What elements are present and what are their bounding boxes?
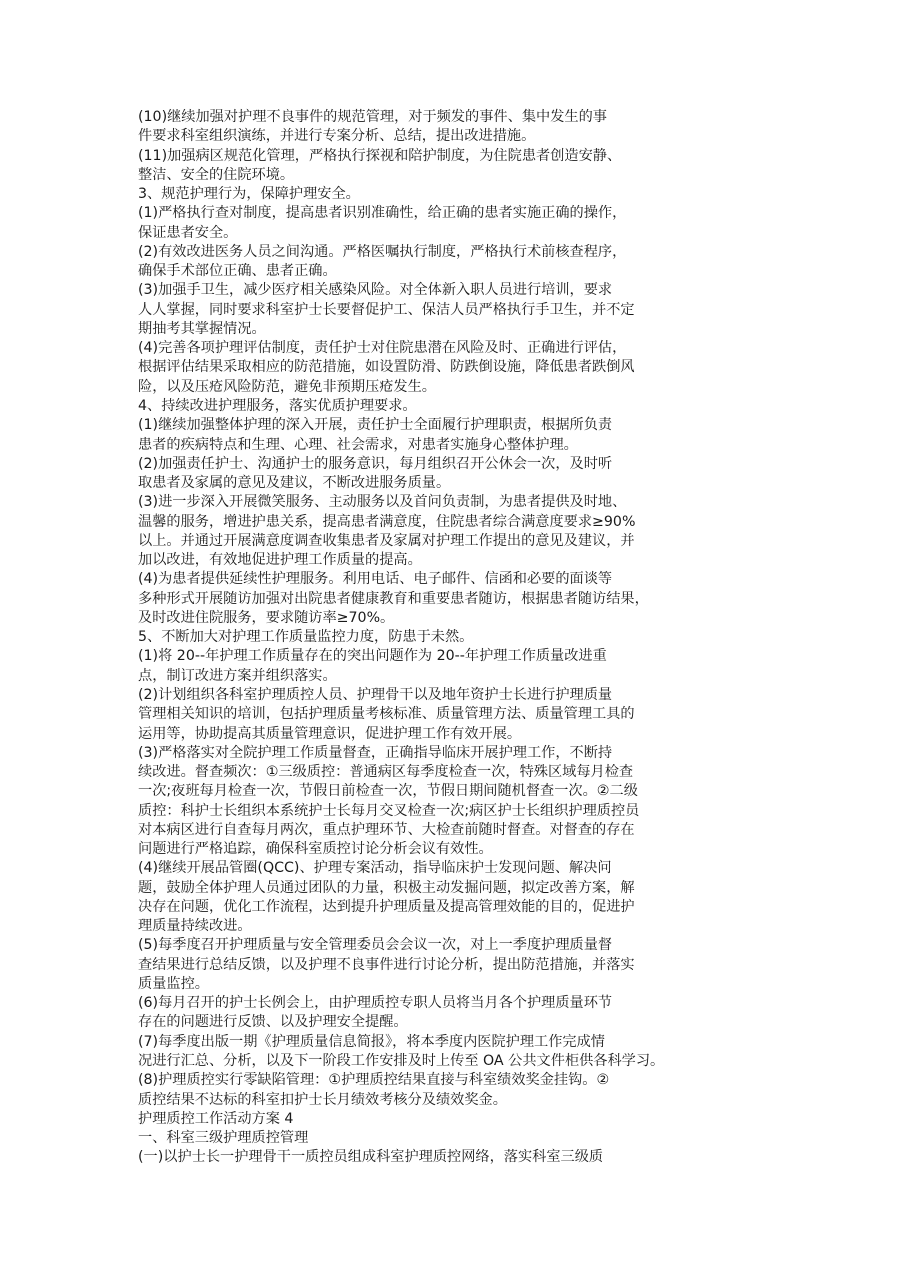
text-line: 及时改进住院服务，要求随访率≥70%。 bbox=[138, 609, 395, 626]
text-line: 质控：科护士长组织本系统护士长每月交叉检查一次;病区护士长组织护理质控员 bbox=[138, 802, 640, 819]
text-line: 4、持续改进护理服务，落实优质护理要求。 bbox=[138, 397, 417, 414]
text-line: 件要求科室组织演练，并进行专案分析、总结，提出改进措施。 bbox=[138, 128, 536, 145]
text-line: 取患者及家属的意见及建议，不断改进服务质量。 bbox=[138, 475, 451, 492]
text-line: (1)严格执行查对制度，提高患者识别准确性，给正确的患者实施正确的操作， bbox=[138, 205, 627, 222]
text-line: (10)继续加强对护理不良事件的规范管理，对于频发的事件、集中发生的事 bbox=[138, 109, 607, 125]
text-line: (7)每季度出版一期《护理质量信息简报》，将本季度内医院护理工作完成情 bbox=[138, 1033, 605, 1050]
text-line: 运用等，协助提高其质量管理意识，促进护理工作有效开展。 bbox=[138, 725, 522, 742]
text-line: 一、科室三级护理质控管理 bbox=[138, 1130, 309, 1147]
text-line: (4)为患者提供延续性护理服务。利用电话、电子邮件、信函和必要的面谈等 bbox=[138, 571, 613, 588]
text-line: (8)护理质控实行零缺陷管理：①护理质控结果直接与科室绩效奖金挂钩。② bbox=[138, 1072, 610, 1089]
text-line: (4)继续开展品管圈(QCC)、护理专案活动，指导临床护士发现问题、解决问 bbox=[138, 860, 612, 877]
text-line: 险，以及压疮风险防范，避免非预期压疮发生。 bbox=[138, 378, 436, 395]
text-line: (6)每月召开的护士长例会上，由护理质控专职人员将当月各个护理质量环节 bbox=[138, 995, 613, 1012]
text-line: 人人掌握，同时要求科室护士长要督促护工、保洁人员严格执行手卫生，并不定 bbox=[138, 301, 635, 318]
text-line: (2)有效改进医务人员之间沟通。严格医嘱执行制度，严格执行术前核查程序， bbox=[138, 243, 627, 260]
text-line: (2)计划组织各科室护理质控人员、护理骨干以及地年资护士长进行护理质量 bbox=[138, 686, 613, 703]
document-body bbox=[138, 108, 718, 1168]
text-line: (5)每季度召开护理质量与安全管理委员会会议一次，对上一季度护理质量督 bbox=[138, 937, 613, 954]
text-line: 加以改进，有效地促进护理工作质量的提高。 bbox=[138, 552, 422, 569]
text-line: 质量监控。 bbox=[138, 975, 209, 992]
text-line: 根据评估结果采取相应的防范措施，如设置防滑、防跌倒设施，降低患者跌倒风 bbox=[138, 359, 635, 376]
text-line: 整洁、安全的住院环境。 bbox=[138, 166, 295, 183]
text-line: 保证患者安全。 bbox=[138, 224, 238, 241]
text-line: (3)严格落实对全院护理工作质量督查，正确指导临床开展护理工作，不断持 bbox=[138, 744, 613, 761]
text-line: 对本病区进行自查每月两次，重点护理环节、大检查前随时督查。对督查的存在 bbox=[138, 821, 635, 838]
text-line: 决存在问题，优化工作流程，达到提升护理质量及提高管理效能的目的，促进护 bbox=[138, 898, 635, 915]
text-line: 确保手术部位正确、患者正确。 bbox=[138, 263, 337, 280]
text-line: (1)将 20--年护理工作质量存在的突出问题作为 20--年护理工作质量改进重 bbox=[138, 648, 607, 665]
text-line: (3)进一步深入开展微笑服务、主动服务以及首问负责制，为患者提供及时地、 bbox=[138, 494, 627, 511]
text-line: 以上。并通过开展满意度调查收集患者及家属对护理工作提出的意见及建议，并 bbox=[138, 532, 635, 549]
text-line: 多种形式开展随访加强对出院患者健康教育和重要患者随访，根据患者随访结果， bbox=[138, 590, 649, 607]
text-line: 一次;夜班每月检查一次，节假日前检查一次，节假日期间随机督查一次。②二级 bbox=[138, 783, 638, 800]
text-line: (11)加强病区规范化管理，严格执行探视和陪护制度，为住院患者创造安静、 bbox=[138, 147, 622, 164]
text-line: 期抽考其掌握情况。 bbox=[138, 320, 266, 337]
text-line: 况进行汇总、分析，以及下一阶段工作安排及时上传至 OA 公共文件柜供各科学习。 bbox=[138, 1053, 665, 1070]
text-line: (3)加强手卫生，减少医疗相关感染风险。对全体新入职人员进行培训，要求 bbox=[138, 282, 613, 299]
text-line: 题，鼓励全体护理人员通过团队的力量，积极主动发掘问题，拟定改善方案，解 bbox=[138, 879, 635, 896]
text-line: 质控结果不达标的科室扣护士长月绩效考核分及绩效奖金。 bbox=[138, 1091, 507, 1108]
text-line: 护理质控工作活动方案 4 bbox=[138, 1110, 294, 1127]
text-line: 患者的疾病特点和生理、心理、社会需求，对患者实施身心整体护理。 bbox=[138, 436, 578, 453]
text-line: 查结果进行总结反馈，以及护理不良事件进行讨论分析，提出防范措施，并落实 bbox=[138, 956, 635, 973]
text-line: 5、不断加大对护理工作质量监控力度，防患于未然。 bbox=[138, 629, 474, 646]
text-line: 存在的问题进行反馈、以及护理安全提醒。 bbox=[138, 1014, 408, 1031]
text-line: 3、规范护理行为，保障护理安全。 bbox=[138, 186, 360, 203]
text-line: (一)以护士长一护理骨干一质控员组成科室护理质控网络，落实科室三级质 bbox=[138, 1149, 604, 1166]
text-line: 温馨的服务，增进护患关系，提高患者满意度，住院患者综合满意度要求≥90% bbox=[138, 513, 636, 530]
text-line: 理质量持续改进。 bbox=[138, 918, 252, 935]
text-line: 续改进。督查频次：①三级质控：普通病区每季度检查一次，特殊区域每月检查 bbox=[138, 764, 634, 781]
text-line: 管理相关知识的培训，包括护理质量考核标准、质量管理方法、质量管理工具的 bbox=[138, 706, 635, 723]
text-line: 问题进行严格追踪，确保科室质控讨论分析会议有效性。 bbox=[138, 841, 493, 858]
text-line: (2)加强责任护士、沟通护士的服务意识，每月组织召开公休会一次，及时听 bbox=[138, 455, 613, 472]
text-line: (1)继续加强整体护理的深入开展，责任护士全面履行护理职责，根据所负责 bbox=[138, 417, 613, 434]
text-line: (4)完善各项护理评估制度，责任护士对住院患潜在风险及时、正确进行评估， bbox=[138, 340, 627, 357]
text-line: 点，制订改进方案并组织落实。 bbox=[138, 667, 337, 684]
